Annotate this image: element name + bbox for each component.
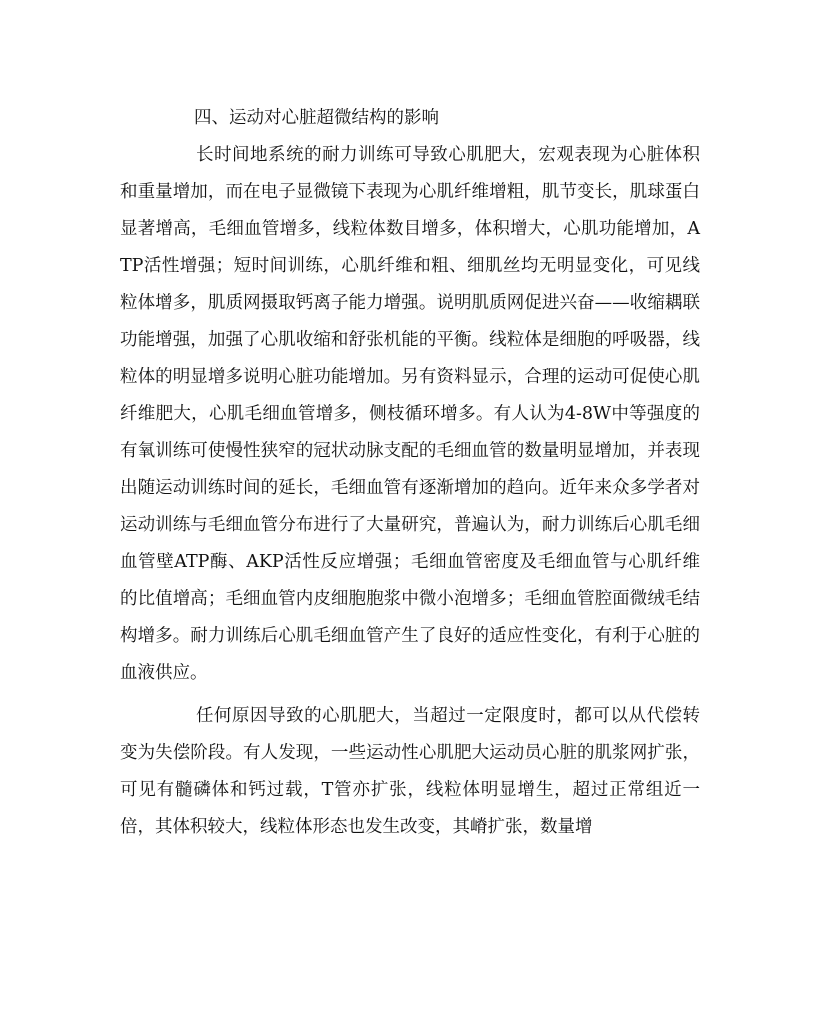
paragraph-1: 长时间地系统的耐力训练可导致心肌肥大，宏观表现为心脏体积和重量增加，而在电子显微镜下表现为心肌纤维增粗，肌节变长，肌球蛋白显著增高，毛细血管增多，线粒体数目增多，体积增大，心肌功能增加，ATP活性增强；短时间训练，心肌纤维和粗、细肌丝均无明显变化，可见线粒体增多，肌质网摄取钙离子能力增强。说明肌质网促进兴奋——收缩耦联功能增强，加强了心肌收缩和舒张机能的平衡。线粒体是细胞的呼吸器，线粒体的明显增多说明心脏功能增加。另有资料显示，合理的运动可促使心肌纤维肥大，心肌毛细血管增多，侧枝循环增多。有人认为4-8W中等强度的有氧训练可使慢性狭窄的冠状动脉支配的毛细血管的数量明显增加，并表现出随运动训练时间的延长，毛细血管有逐渐增加的趋向。近年来众多学者对运动训练与毛细血管分布进行了大量研究，普遍认为，耐力训练后心肌毛细血管壁ATP酶、AKP活性反应增强；毛细血管密度及毛细血管与心肌纤维的比值增高；毛细血管内皮细胞胞浆中微小泡增多；毛细血管腔面微绒毛结构增多。耐力训练后心肌毛细血管产生了良好的适应性变化，有利于心脏的血液供应。: [120, 145, 700, 683]
paragraph-2: 任何原因导致的心肌肥大，当超过一定限度时，都可以从代偿转变为失偿阶段。有人发现，一些运动性心肌肥大运动员心脏的肌浆网扩张，可见有髓磷体和钙过载，T管亦扩张，线粒体明显增生，超过正常组近一倍，其体积较大，线粒体形态也发生改变，其嵴扩张，数量增: [120, 706, 700, 837]
document-body: [120, 100, 700, 846]
section-heading: 四、运动对心脏超微结构的影响: [194, 108, 439, 128]
